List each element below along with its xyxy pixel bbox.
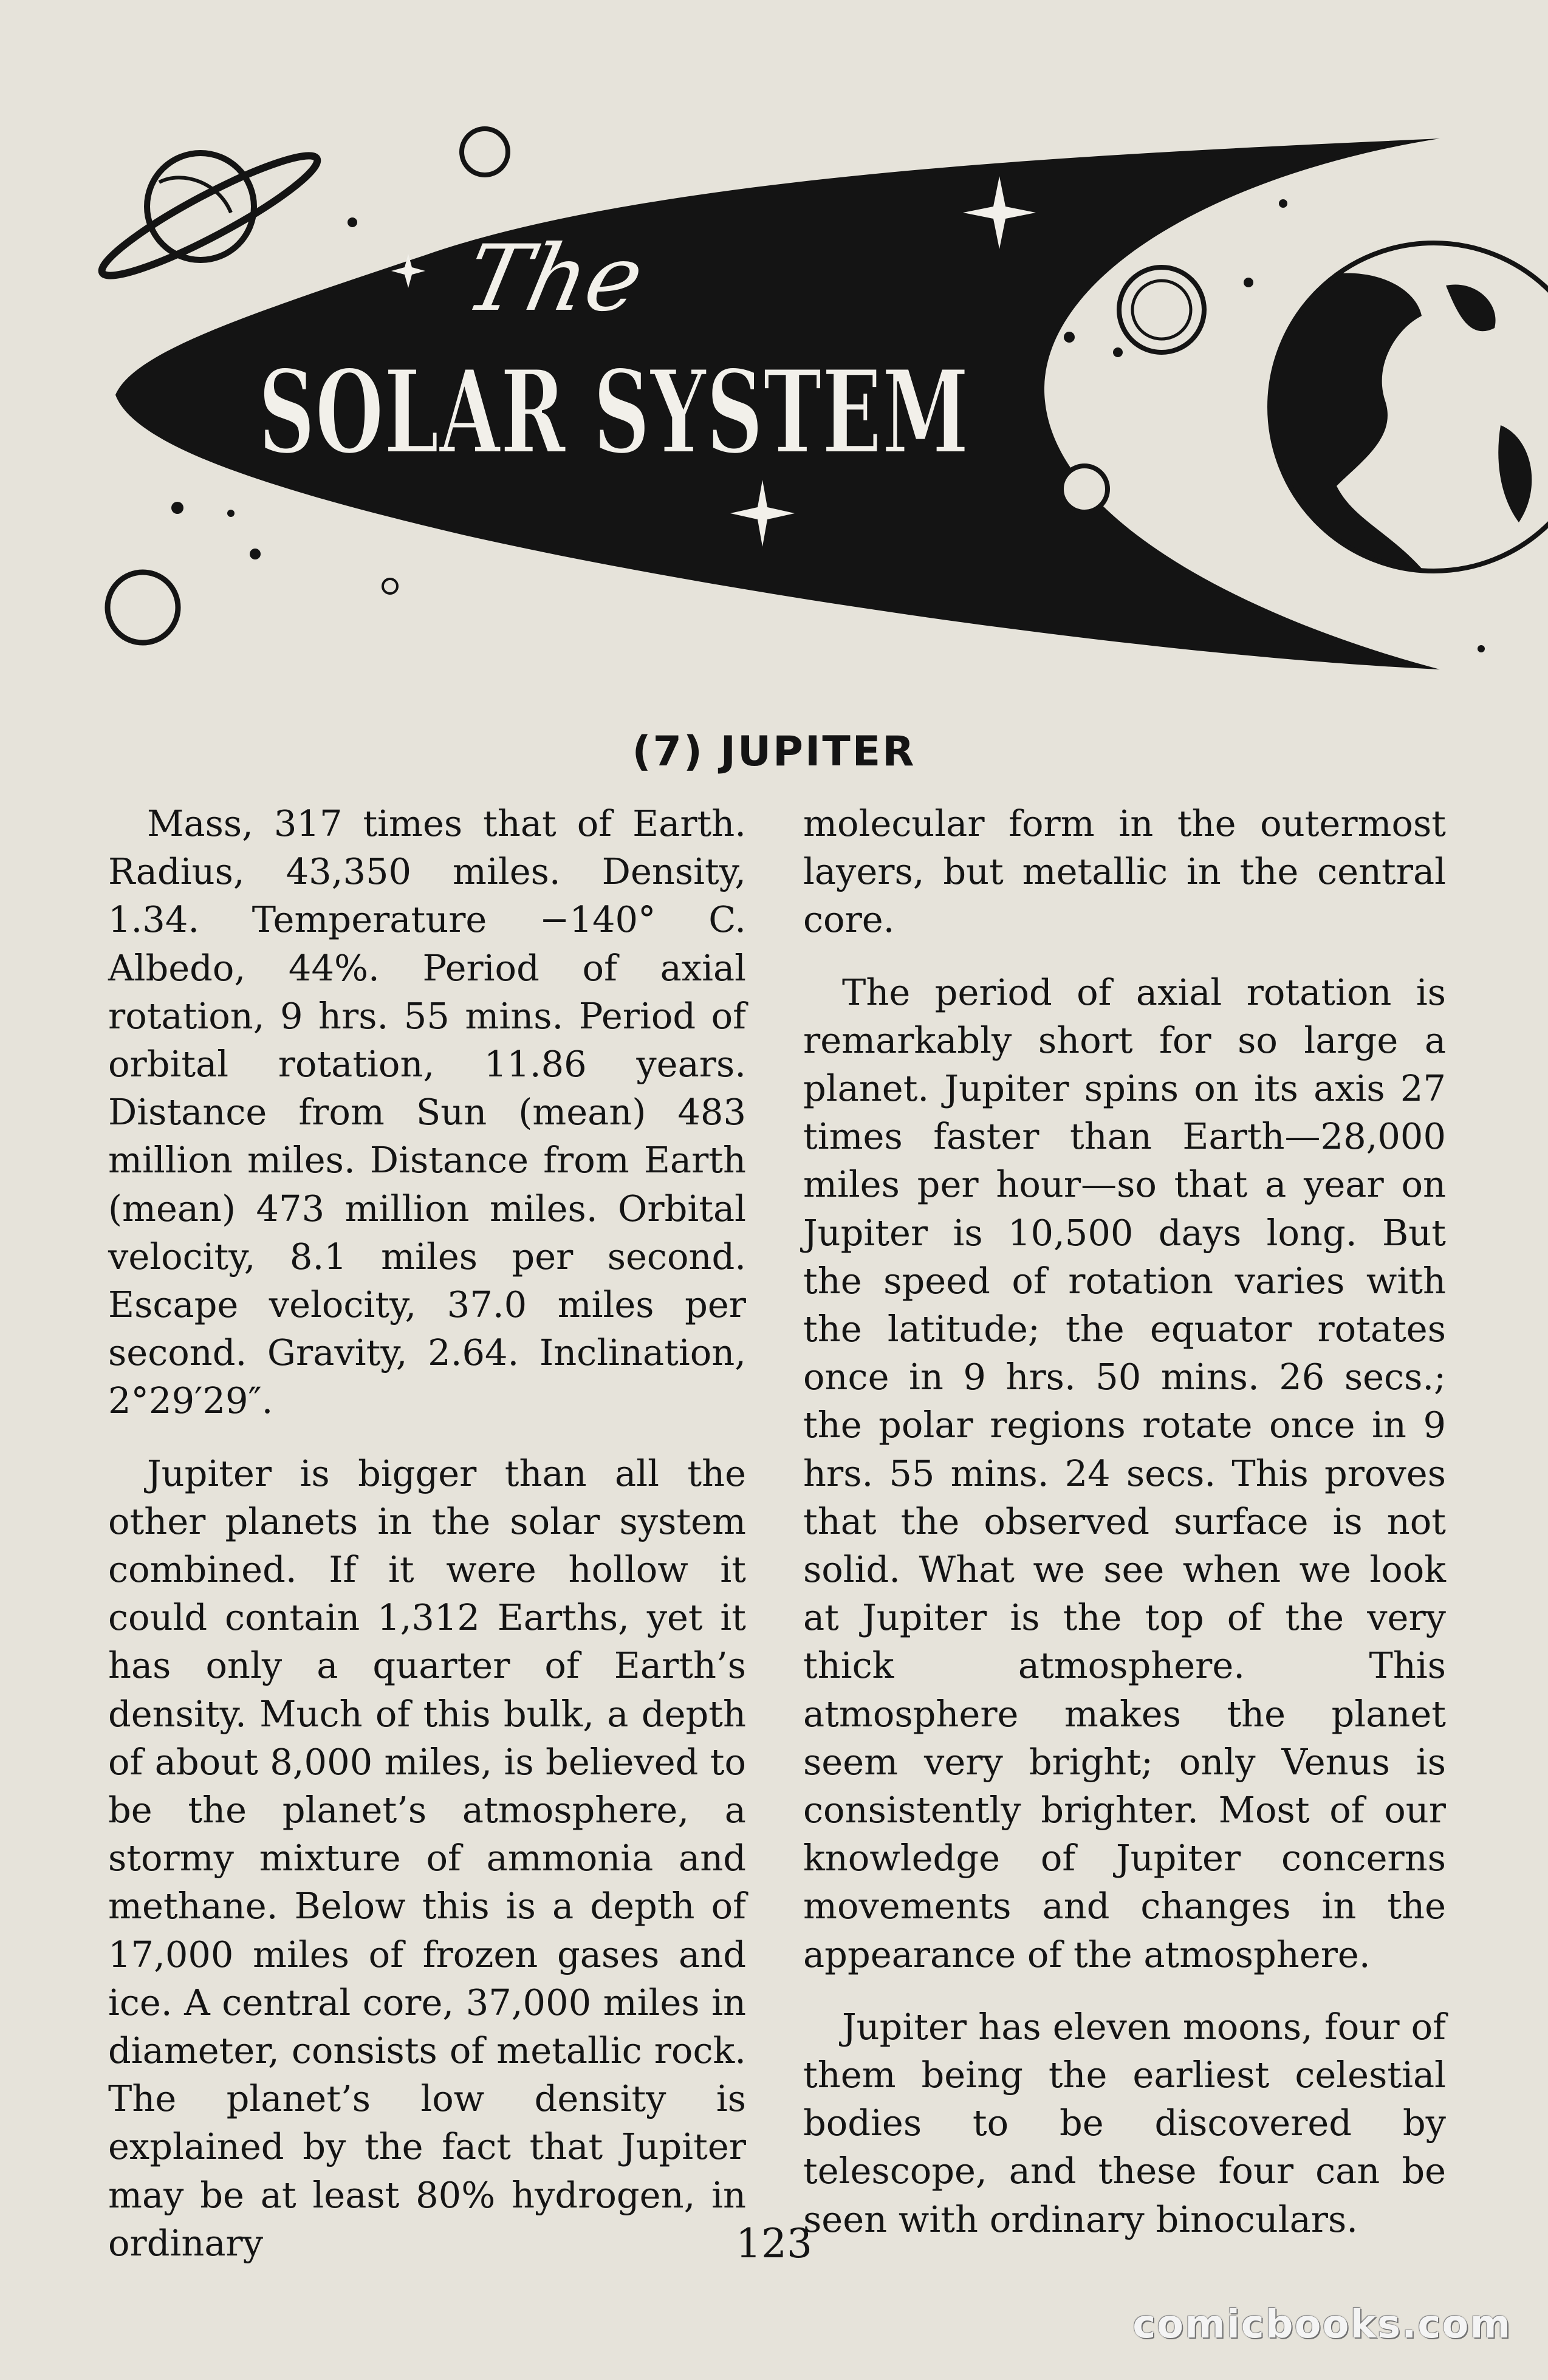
body-paragraph: Jupiter is bigger than all the other planets in the solar system combined. If it were hollow it could contain 1,312 Earths, yet it has only a quarter of Earth’s density. Much of this bulk, a depth of about 8,000 miles, is believed to be the planet’s atmosphere, a stormy mixture of ammonia and methane. Below this is a depth of 17,000 miles of frozen gases and ice. A central core, 37,000 miles in diameter, consists of metallic rock. The planet’s low density is explained by the fact that Jupiter may be at least 80% hydrogen, in ordinary	[108, 1452, 746, 2264]
ringed-planet-icon	[92, 140, 326, 291]
left-column	[108, 799, 746, 2267]
body-paragraph: molecular form in the outermost layers, but metallic in the central core.	[803, 802, 1446, 941]
body-paragraph: Jupiter has eleven moons, four of them being the earliest celestial bodies to be discovered by telescope, and these four can be seen with ordinary binoculars.	[803, 2005, 1446, 2240]
chapter-number: (7)	[632, 728, 704, 776]
solar-system-banner	[0, 0, 1548, 692]
watermark: comicbooks.com	[1132, 2302, 1512, 2347]
body-paragraph: The period of axial rotation is remarkably short for so large a planet. Jupiter spins on its axis 27 times faster than Earth—28,000 miles per hour—so that a year on Jupiter is 10,500 days long. But the speed of rotation varies with the latitude; the equator rotates once in 9 hrs. 50 mins. 26 secs.; the polar regions rotate once in 9 hrs. 55 mins. 24 secs. This proves that the observed surface is not solid. What we see when we look at Jupiter is the top of the very thick atmosphere. This atmosphere makes the planet seem very bright; only Venus is consistently brighter. Most of our knowledge of Jupiter concerns movements and changes in the appearance of the atmosphere.	[803, 971, 1446, 1975]
right-column	[803, 799, 1446, 2243]
chapter-title: JUPITER	[720, 728, 916, 776]
banner-script-word: The	[456, 225, 652, 332]
chapter-heading	[0, 728, 1548, 776]
page-number: 123	[736, 2220, 812, 2267]
facts-paragraph: Mass, 317 times that of Earth. Radius, 43,350 miles. Density, 1.34. Temperature −140° C. Albedo, 44%. Period of axial rotation, 9 hrs. 55 mins. Period of orbital rotation, 11.86 years. Distance from Sun (mean) 483 million miles. Distance from Earth (mean) 473 million miles. Orbital velocity, 8.1 miles per second. Escape velocity, 37.0 miles per second. Gravity, 2.64. Inclination, 2°29′29″.	[108, 802, 746, 1422]
earth-globe-icon	[1245, 243, 1548, 583]
banner-title: SOLAR SYSTEM	[258, 344, 969, 480]
